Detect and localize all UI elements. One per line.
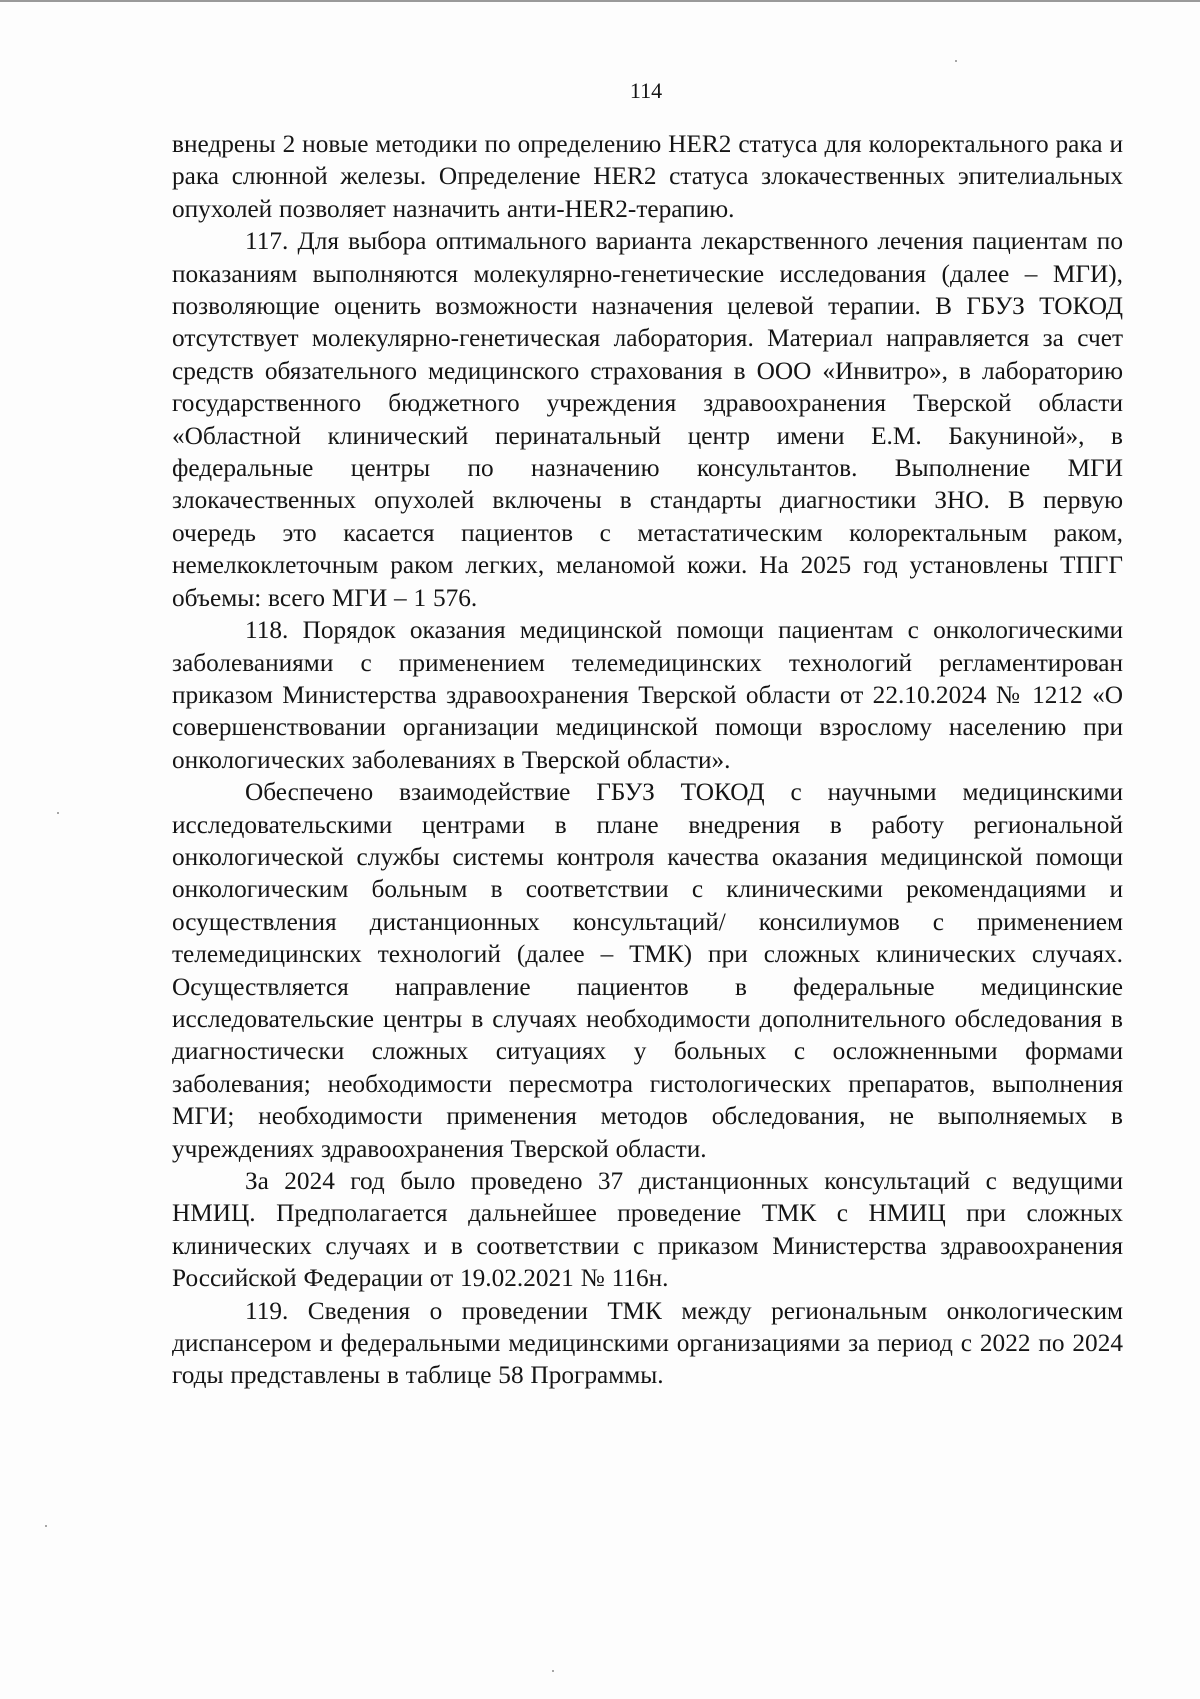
paragraph-117-molecular-genetic-tests: 117. Для выбора оптимального варианта лекарственного лечения пациентам по показаниям выполняются молекулярно-генетические исследования (далее – МГИ), позволяющие оценить возможности назначения целевой терапии. В ГБУЗ ТОКОД отсутствует молекулярно-генетическая лаборатория. Материал направляется за счет средств обязательного медицинского страхования в ООО «Инвитро», в лабораторию государственного бюджетного учреждения здравоохранения Тверской области «Областной клинический перинатальный центр имени Е.М. Бакуниной», в федеральные центры по назначению консультантов. Выполнение МГИ злокачественных опухолей включены в стандарты диагностики ЗНО. В первую очередь это касается пациентов с метастатическим колоректальным раком, немелкоклеточным раком легких, меланомой кожи. На 2025 год установлены ТПГГ объемы: всего МГИ – 1 576.: [172, 227, 1123, 612]
scan-speck: [955, 60, 957, 62]
paragraph-research-centers-cooperation: Обеспечено взаимодействие ГБУЗ ТОКОД с научными медицинскими исследовательскими центрами в плане внедрения в работу региональной онкологической службы системы контроля качества оказания медицинской помощи онкологическим больным в соответствии с клиническими рекомендациями и осуществления дистанционных консультаций/ консилиумов с применением телемедицинских технологий (далее – ТМК) при сложных клинических случаях. Осуществляется направление пациентов в федеральные медицинские исследовательские центры в случаях необходимости дополнительного обследования в диагностически сложных ситуациях у больных с осложненными формами заболевания; необходимости пересмотра гистологических препаратов, выполнения МГИ; необходимости применения методов обследования, не выполняемых в учреждениях здравоохранения Тверской области.: [172, 778, 1123, 1163]
page-number: 114: [629, 78, 663, 103]
paragraph-119-table-reference: 119. Сведения о проведении ТМК между региональным онкологическим диспансером и федеральными медицинскими организациями за период с 2022 по 2024 годы представлены в таблице 58 Программы.: [172, 1296, 1123, 1390]
scan-speck: [57, 812, 59, 814]
paragraph-2024-consultations: За 2024 год было проведено 37 дистанционных консультаций с ведущими НМИЦ. Предполагается дальнейшее проведение ТМК с НМИЦ при сложных клинических случаях и в соответствии с приказом Министерства здравоохранения Российской Федерации от 19.02.2021 № 116н.: [172, 1167, 1123, 1293]
scan-top-edge: [0, 0, 1200, 2]
document-body: [172, 128, 1123, 1392]
scan-speck: [45, 1525, 47, 1527]
scan-speck: [552, 1670, 554, 1672]
paragraph-118-telemedicine-procedure: 118. Порядок оказания медицинской помощи пациентам с онкологическими заболеваниями с применением телемедицинских технологий регламентирован приказом Министерства здравоохранения Тверской области от 22.10.2024 № 1212 «О совершенствовании организации медицинской помощи взрослому населению при онкологических заболеваниях в Тверской области».: [172, 616, 1123, 774]
paragraph-her2-continuation: внедрены 2 новые методики по определению HER2 статуса для колоректального рака и рака слюнной железы. Определение HER2 статуса злокачественных эпителиальных опухолей позволяет назначить анти-HER2-терапию.: [172, 130, 1123, 223]
